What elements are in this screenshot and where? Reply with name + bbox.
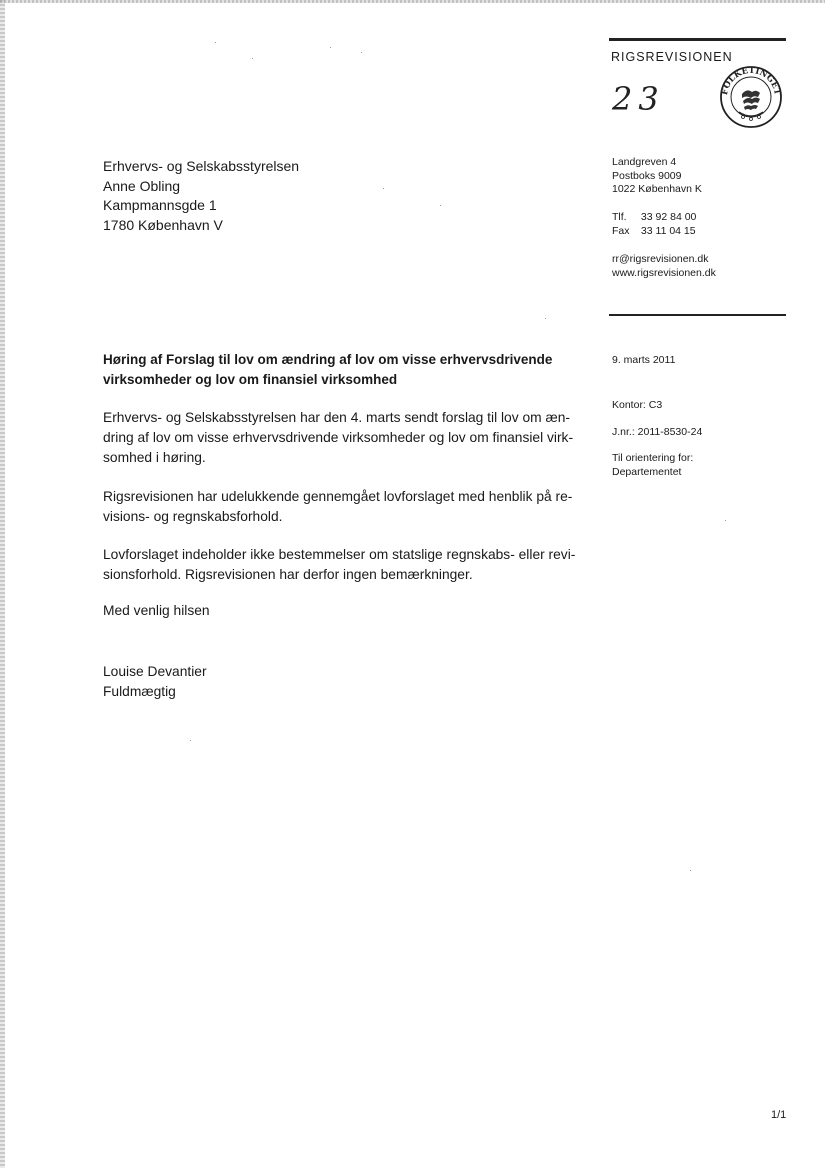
paragraph-line: somhed i høring. [103,450,206,465]
scan-speck [190,740,191,741]
sender-email: rr@rigsrevisionen.dk [612,253,709,265]
sender-address [612,156,702,197]
scan-speck [725,520,726,521]
sender-street: Landgreven 4 [612,156,677,168]
sidebar-rule [609,314,786,316]
scan-speck [252,58,253,59]
signature-block [103,662,207,702]
office-ref: Kontor: C3 [612,399,663,411]
phone-label: Tlf. [612,211,627,223]
recipient-line: Erhvervs- og Selskabsstyrelsen [103,158,300,174]
recipient-line: Kampmannsgde 1 [103,197,217,213]
sender-city: 1022 København K [612,183,702,195]
letter-date: 9. marts 2011 [612,354,676,366]
fax-number: 33 11 04 15 [640,224,696,237]
signer-title: Fuldmægtig [103,684,176,699]
cc-value: Departementet [612,465,682,478]
case-meta [612,399,702,479]
page-number: 1/1 [771,1109,787,1121]
body-paragraph-1 [103,408,578,468]
paragraph-line: visions- og regnskabsforhold. [103,509,283,524]
body-paragraph-2 [103,487,578,527]
sender-pobox: Postboks 9009 [612,169,682,182]
paragraph-line: Lovforslaget indeholder ikke bestemmelser om statslige regnskabs- eller revi- [103,547,576,562]
sender-website: www.rigsrevisionen.dk [612,266,716,279]
paragraph-line: dring af lov om visse erhvervsdrivende virksomheder og lov om finansiel virk- [103,430,574,445]
recipient-address [103,157,299,235]
scan-speck [330,47,331,48]
closing-salutation: Med venlig hilsen [103,603,210,618]
paragraph-line: sionsforhold. Rigsrevisionen har derfor ingen bemærkninger. [103,567,473,582]
letterhead-rule-top [609,38,786,41]
signer-name: Louise Devantier [103,664,207,679]
subject-line: Høring af Forslag til lov om ændring af lov om visse erhvervsdrivende [103,352,553,367]
letter-subject [103,350,578,389]
journal-number: J.nr.: 2011-8530-24 [612,425,703,438]
handwritten-number: 23 [612,80,665,118]
paragraph-line: Rigsrevisionen har udelukkende gennemgået lovforslaget med henblik på re- [103,489,573,504]
seal-text: FOLKETINGET [719,65,783,96]
scan-speck [545,318,546,319]
scan-speck [440,205,441,206]
recipient-line: 1780 København V [103,216,223,233]
recipient-line: Anne Obling [103,177,181,194]
paragraph-line: Erhvervs- og Selskabsstyrelsen har den 4. marts sendt forslag til lov om æn- [103,410,570,425]
org-name: RIGSREVISIONEN [611,50,733,64]
scan-speck [690,870,691,871]
phone-number: 33 92 84 00 [640,211,697,223]
fax-label: Fax [612,224,630,237]
scan-speck [215,42,216,43]
sender-contact-numbers [612,211,696,238]
cc-label: Til orientering for: [612,452,694,464]
subject-line: virksomheder og lov om finansiel virksomhed [103,371,398,387]
folketinget-seal-icon [718,64,784,128]
scan-edge-left [0,0,5,1168]
body-paragraph-3 [103,545,578,585]
scan-edge-top [0,0,825,3]
sender-online [612,253,716,280]
scan-speck [383,188,384,189]
scan-speck [361,52,362,53]
